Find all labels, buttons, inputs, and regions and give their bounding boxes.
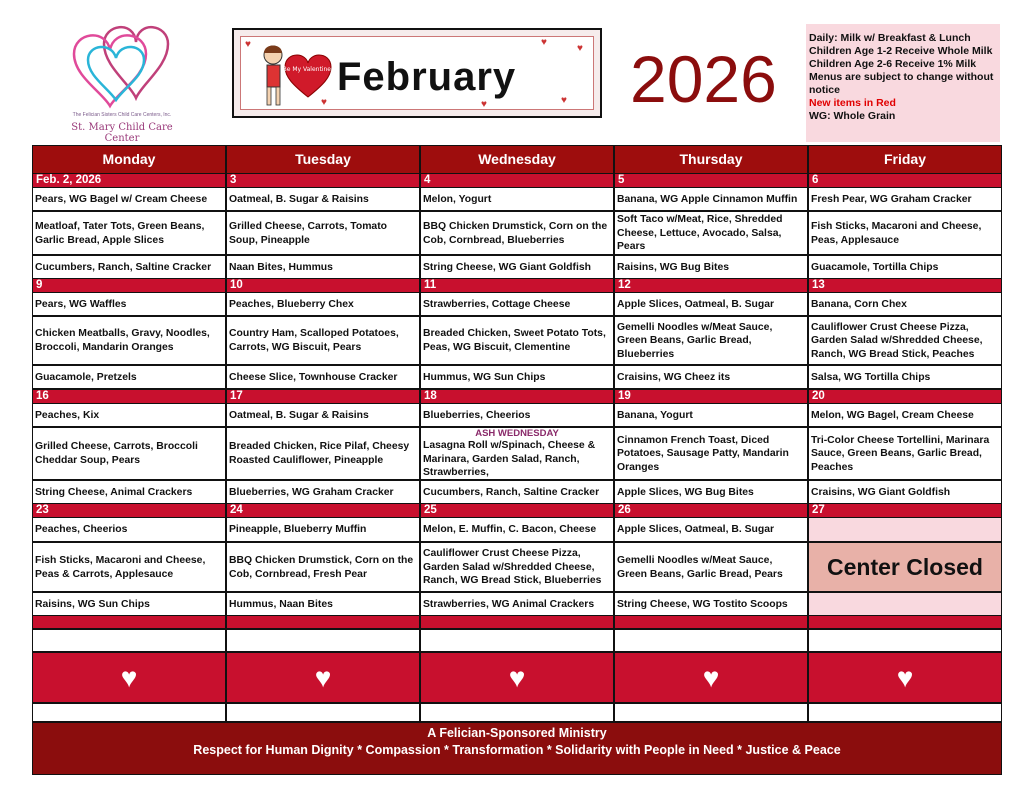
- snack-cell: Blueberries, WG Graham Cracker: [227, 481, 419, 503]
- snack-cell: Raisins, WG Bug Bites: [615, 256, 807, 278]
- date-label: 17: [227, 390, 419, 403]
- snack-cell: Guacamole, Pretzels: [33, 366, 225, 388]
- lunch-cell: Grilled Cheese, Carrots, Broccoli Cheddar Soup, Pears: [33, 428, 225, 479]
- note-line: Children Age 1-2 Receive Whole Milk: [809, 45, 993, 57]
- lunch-cell: Breaded Chicken, Sweet Potato Tots, Peas, WG Biscuit, Clementine: [421, 317, 613, 364]
- lunch-cell: Meatloaf, Tater Tots, Green Beans, Garlic Bread, Apple Slices: [33, 212, 225, 254]
- empty-row: [227, 630, 419, 651]
- breakfast-cell: Peaches, Cheerios: [33, 518, 225, 541]
- notes-box: [806, 24, 1000, 142]
- date-label: 23: [33, 504, 225, 517]
- lunch-cell: [421, 428, 613, 479]
- breakfast-cell: Pears, WG Waffles: [33, 293, 225, 315]
- footer-line2: Respect for Human Dignity * Compassion * Transformation * Solidarity with People in Need * Justice & Peace: [193, 743, 841, 757]
- snack-cell: Salsa, WG Tortilla Chips: [809, 366, 1001, 388]
- empty-date-band: [227, 616, 419, 628]
- snack-cell: Craisins, WG Giant Goldfish: [809, 481, 1001, 503]
- note-line: WG: Whole Grain: [809, 110, 896, 122]
- date-label: 24: [227, 504, 419, 517]
- hearts-logo-icon: [64, 14, 180, 110]
- snack-cell: String Cheese, WG Tostito Scoops: [615, 593, 807, 615]
- empty-row: [421, 630, 613, 651]
- breakfast-cell: Peaches, Blueberry Chex: [227, 293, 419, 315]
- lunch-cell: Breaded Chicken, Rice Pilaf, Cheesy Roasted Cauliflower, Pineapple: [227, 428, 419, 479]
- empty-row: [227, 704, 419, 721]
- heart-icon: ♥: [421, 653, 613, 702]
- logo-center-name: St. Mary Child Care Center: [71, 122, 173, 144]
- breakfast-cell: Apple Slices, Oatmeal, B. Sugar: [615, 293, 807, 315]
- closed-breakfast-cell: [809, 518, 1001, 541]
- date-label: 27: [809, 504, 1001, 517]
- breakfast-cell: Pineapple, Blueberry Muffin: [227, 518, 419, 541]
- date-label: 13: [809, 279, 1001, 292]
- lunch-cell: Cauliflower Crust Cheese Pizza, Garden Salad w/Shredded Cheese, Ranch, WG Bread Stick, Peaches: [809, 317, 1001, 364]
- snack-cell: Raisins, WG Sun Chips: [33, 593, 225, 615]
- day-header-monday: Monday: [33, 146, 225, 173]
- empty-date-band: [809, 616, 1001, 628]
- day-header-thursday: Thursday: [615, 146, 807, 173]
- breakfast-cell: Melon, Yogurt: [421, 188, 613, 210]
- snack-cell: String Cheese, Animal Crackers: [33, 481, 225, 503]
- date-label: 12: [615, 279, 807, 292]
- lunch-cell: BBQ Chicken Drumstick, Corn on the Cob, Cornbread, Fresh Pear: [227, 543, 419, 591]
- lunch-cell: Chicken Meatballs, Gravy, Noodles, Broccoli, Mandarin Oranges: [33, 317, 225, 364]
- heart-icon: ♥: [809, 653, 1001, 702]
- day-header-friday: Friday: [809, 146, 1001, 173]
- lunch-cell: Grilled Cheese, Carrots, Tomato Soup, Pineapple: [227, 212, 419, 254]
- heart-icon: ♥: [227, 653, 419, 702]
- breakfast-cell: Pears, WG Bagel w/ Cream Cheese: [33, 188, 225, 210]
- note-line: Menus are subject to change without notice: [809, 71, 994, 96]
- empty-row: [33, 704, 225, 721]
- menu-calendar-grid: [32, 145, 1002, 775]
- snack-cell: Cheese Slice, Townhouse Cracker: [227, 366, 419, 388]
- snack-cell: Strawberries, WG Animal Crackers: [421, 593, 613, 615]
- breakfast-cell: Oatmeal, B. Sugar & Raisins: [227, 188, 419, 210]
- empty-row: [809, 704, 1001, 721]
- lunch-cell: Soft Taco w/Meat, Rice, Shredded Cheese, Lettuce, Avocado, Salsa, Pears: [615, 212, 807, 254]
- lunch-cell: Country Ham, Scalloped Potatoes, Carrots, WG Biscuit, Pears: [227, 317, 419, 364]
- date-label: 9: [33, 279, 225, 292]
- ash-wednesday-note: ASH WEDNESDAY: [475, 428, 559, 439]
- snack-cell: Hummus, Naan Bites: [227, 593, 419, 615]
- snack-cell: String Cheese, WG Giant Goldfish: [421, 256, 613, 278]
- footer-line1: A Felician-Sponsored Ministry: [427, 726, 607, 740]
- valentine-heart-icon: [283, 53, 333, 99]
- snack-cell: Apple Slices, WG Bug Bites: [615, 481, 807, 503]
- logo-org-line: The Felician Sisters Child Care Centers, Inc.: [72, 112, 172, 118]
- lunch-cell: Cauliflower Crust Cheese Pizza, Garden Salad w/Shredded Cheese, Ranch, WG Bread Stick, Blueberries: [421, 543, 613, 591]
- snack-cell: Cucumbers, Ranch, Saltine Cracker: [33, 256, 225, 278]
- date-label: 20: [809, 390, 1001, 403]
- snack-cell: Naan Bites, Hummus: [227, 256, 419, 278]
- lunch-cell: Gemelli Noodles w/Meat Sauce, Green Beans, Garlic Bread, Pears: [615, 543, 807, 591]
- note-line-new-items: New items in Red: [809, 97, 896, 109]
- breakfast-cell: Fresh Pear, WG Graham Cracker: [809, 188, 1001, 210]
- heart-icon: ♥: [615, 653, 807, 702]
- day-header-tuesday: Tuesday: [227, 146, 419, 173]
- breakfast-cell: Apple Slices, Oatmeal, B. Sugar: [615, 518, 807, 541]
- breakfast-cell: Banana, Yogurt: [615, 404, 807, 426]
- date-label: 26: [615, 504, 807, 517]
- empty-date-band: [421, 616, 613, 628]
- date-label: Feb. 2, 2026: [33, 174, 225, 187]
- breakfast-cell: Melon, WG Bagel, Cream Cheese: [809, 404, 1001, 426]
- date-label: 10: [227, 279, 419, 292]
- lunch-cell: Tri-Color Cheese Tortellini, Marinara Sauce, Green Beans, Garlic Bread, Peaches: [809, 428, 1001, 479]
- heart-icon: ♥: [33, 653, 225, 702]
- lunch-cell: Fish Sticks, Macaroni and Cheese, Peas & Carrots, Applesauce: [33, 543, 225, 591]
- breakfast-cell: Blueberries, Cheerios: [421, 404, 613, 426]
- empty-date-band: [615, 616, 807, 628]
- heart-text: Be My Valentine!: [283, 66, 333, 73]
- date-label: 16: [33, 390, 225, 403]
- breakfast-cell: Peaches, Kix: [33, 404, 225, 426]
- closed-snack-cell: [809, 593, 1001, 615]
- date-label: 5: [615, 174, 807, 187]
- date-label: 19: [615, 390, 807, 403]
- snack-cell: Cucumbers, Ranch, Saltine Cracker: [421, 481, 613, 503]
- breakfast-cell: Strawberries, Cottage Cheese: [421, 293, 613, 315]
- lunch-cell: Fish Sticks, Macaroni and Cheese, Peas, Applesauce: [809, 212, 1001, 254]
- lunch-cell: BBQ Chicken Drumstick, Corn on the Cob, Cornbread, Blueberries: [421, 212, 613, 254]
- lunch-cell: Gemelli Noodles w/Meat Sauce, Green Beans, Garlic Bread, Blueberries: [615, 317, 807, 364]
- empty-row: [33, 630, 225, 651]
- empty-row: [421, 704, 613, 721]
- breakfast-cell: Oatmeal, B. Sugar & Raisins: [227, 404, 419, 426]
- date-label: 4: [421, 174, 613, 187]
- date-label: 6: [809, 174, 1001, 187]
- empty-row: [615, 630, 807, 651]
- snack-cell: Craisins, WG Cheez its: [615, 366, 807, 388]
- breakfast-cell: Melon, E. Muffin, C. Bacon, Cheese: [421, 518, 613, 541]
- day-header-wednesday: Wednesday: [421, 146, 613, 173]
- note-line: Daily: Milk w/ Breakfast & Lunch: [809, 32, 971, 44]
- empty-row: [615, 704, 807, 721]
- month-banner: [232, 28, 602, 118]
- month-title: February: [337, 55, 517, 99]
- date-label: 3: [227, 174, 419, 187]
- snack-cell: Hummus, WG Sun Chips: [421, 366, 613, 388]
- date-label: 25: [421, 504, 613, 517]
- center-closed-label: Center Closed: [809, 543, 1001, 591]
- footer-ministry: [33, 723, 1001, 774]
- lunch-cell: Cinnamon French Toast, Diced Potatoes, Sausage Patty, Mandarin Oranges: [615, 428, 807, 479]
- breakfast-cell: Banana, Corn Chex: [809, 293, 1001, 315]
- logo: [56, 14, 188, 144]
- breakfast-cell: Banana, WG Apple Cinnamon Muffin: [615, 188, 807, 210]
- date-label: 11: [421, 279, 613, 292]
- year-title: 2026: [630, 42, 777, 116]
- banner-frame: ♥ ♥ ♥ ♥ ♥ ♥ Be My Valentine! February: [240, 36, 594, 110]
- date-label: 18: [421, 390, 613, 403]
- lunch-text: Lasagna Roll w/Spinach, Cheese & Marinara, Garden Salad, Ranch, Strawberries,: [423, 440, 596, 479]
- empty-row: [809, 630, 1001, 651]
- snack-cell: Guacamole, Tortilla Chips: [809, 256, 1001, 278]
- empty-date-band: [33, 616, 225, 628]
- note-line: Children Age 2-6 Receive 1% Milk: [809, 58, 977, 70]
